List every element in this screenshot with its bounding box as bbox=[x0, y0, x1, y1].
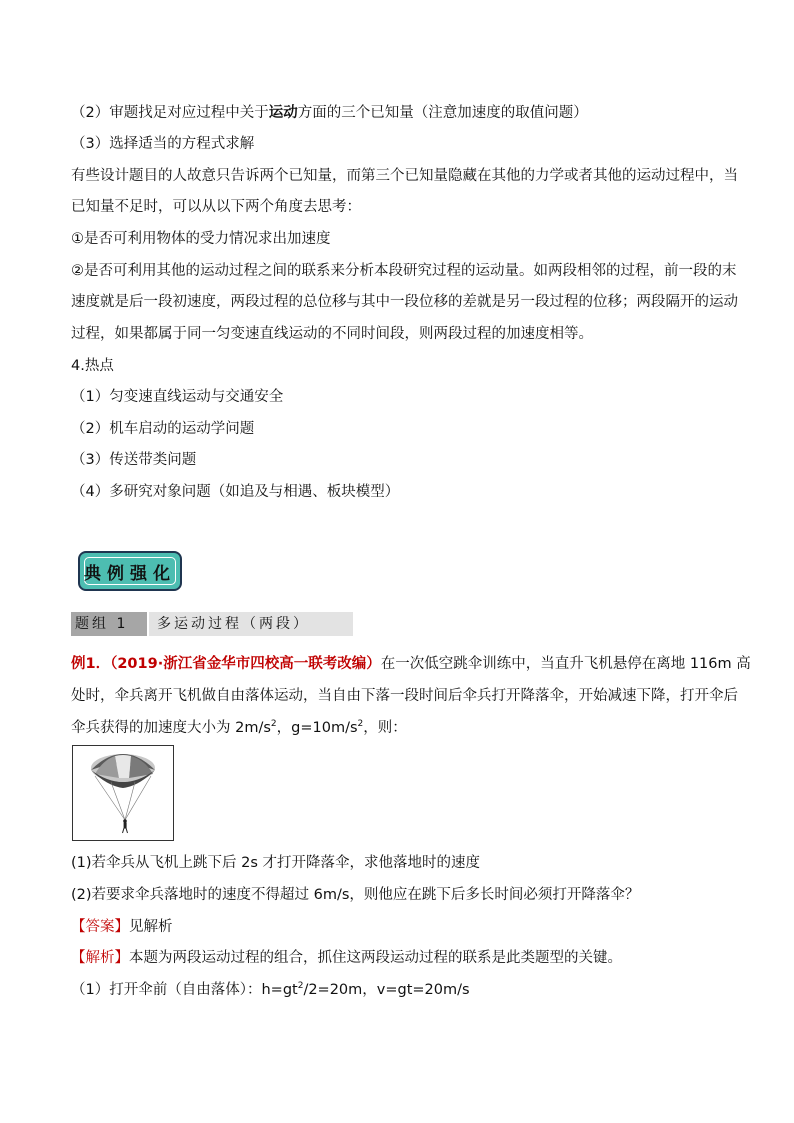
example-source: （2019·浙江省金华市四校高一联考改编） bbox=[110, 656, 381, 672]
text-line: 有些设计题目的人故意只告诉两个已知量，而第三个已知量隐藏在其他的力学或者其他的运动过程中，当 bbox=[71, 168, 738, 184]
analysis-text: 本题为两段运动过程的组合，抓住这两段运动过程的联系是此类题型的关键。 bbox=[129, 950, 622, 966]
text-line: 过程，如果都属于同一匀变速直线运动的不同时间段，则两段过程的加速度相等。 bbox=[71, 326, 593, 342]
example-number: 例1． bbox=[71, 656, 111, 672]
text-segment: 方面的三个已知量（注意加速度的取值问题） bbox=[297, 105, 588, 121]
list-item: （1）匀变速直线运动与交通安全 bbox=[71, 389, 284, 405]
text-segment: /2=20m，v=gt=20m/s bbox=[303, 982, 470, 998]
badge-label: 典例强化 bbox=[84, 563, 176, 584]
analysis-line bbox=[71, 948, 622, 968]
text-line: 速度就是后一段初速度，两段过程的总位移与其中一段位移的差就是另一段过程的位移；两段隔开的运动 bbox=[71, 294, 738, 310]
text-segment: （2）审题找足对应过程中关于 bbox=[71, 105, 269, 121]
example-section-badge bbox=[78, 551, 182, 591]
answer-tag: 【答案】 bbox=[71, 919, 129, 935]
parachutist-image bbox=[72, 745, 174, 841]
group-title: 多运动过程（两段） bbox=[149, 612, 353, 636]
text-segment: ，则： bbox=[363, 720, 407, 736]
group-label: 题组 1 bbox=[71, 612, 147, 636]
text-line: ②是否可利用其他的运动过程之间的联系来分析本段研究过程的运动量。如两段相邻的过程，前一段的末 bbox=[71, 263, 737, 279]
superscript: 2 bbox=[357, 719, 364, 730]
example-line bbox=[71, 718, 407, 738]
text-segment: 在一次低空跳伞训练中，当直升飞机悬停在离地 116m 高 bbox=[380, 656, 751, 672]
list-item: （3）传送带类问题 bbox=[71, 452, 197, 468]
example-line bbox=[71, 654, 751, 674]
text-segment: ，g=10m/s bbox=[276, 720, 358, 736]
analysis-tag: 【解析】 bbox=[71, 950, 129, 966]
text-line: （3）选择适当的方程式求解 bbox=[71, 136, 255, 152]
text-bold: 运动 bbox=[268, 105, 298, 121]
solution-step-1 bbox=[71, 980, 470, 1000]
example-line: 处时，伞兵离开飞机做自由落体运动，当自由下落一段时间后伞兵打开降落伞，开始减速下降，打开伞后 bbox=[71, 688, 738, 704]
list-item: （4）多研究对象问题（如追及与相遇、板块模型） bbox=[71, 484, 400, 500]
answer-line bbox=[71, 917, 173, 937]
parachute-icon bbox=[73, 746, 173, 840]
text-segment: 伞兵获得的加速度大小为 2m/s bbox=[71, 720, 271, 736]
text-segment: （1）打开伞前（自由落体）：h=gt bbox=[71, 982, 298, 998]
superscript: 2 bbox=[270, 719, 277, 730]
problem-group-header bbox=[71, 612, 353, 636]
question-1: (1)若伞兵从飞机上跳下后 2s 才打开降落伞，求他落地时的速度 bbox=[71, 855, 481, 871]
list-item: （2）机车启动的运动学问题 bbox=[71, 421, 255, 437]
text-line: ①是否可利用物体的受力情况求出加速度 bbox=[71, 231, 331, 247]
text-line: 已知量不足时，可以从以下两个角度去思考： bbox=[71, 199, 361, 215]
superscript: 2 bbox=[297, 981, 304, 992]
section-heading: 4.热点 bbox=[71, 358, 114, 374]
text-line bbox=[71, 103, 588, 123]
question-2: (2)若要求伞兵落地时的速度不得超过 6m/s，则他应在跳下后多长时间必须打开降落伞？ bbox=[71, 887, 640, 903]
answer-text: 见解析 bbox=[129, 919, 173, 935]
